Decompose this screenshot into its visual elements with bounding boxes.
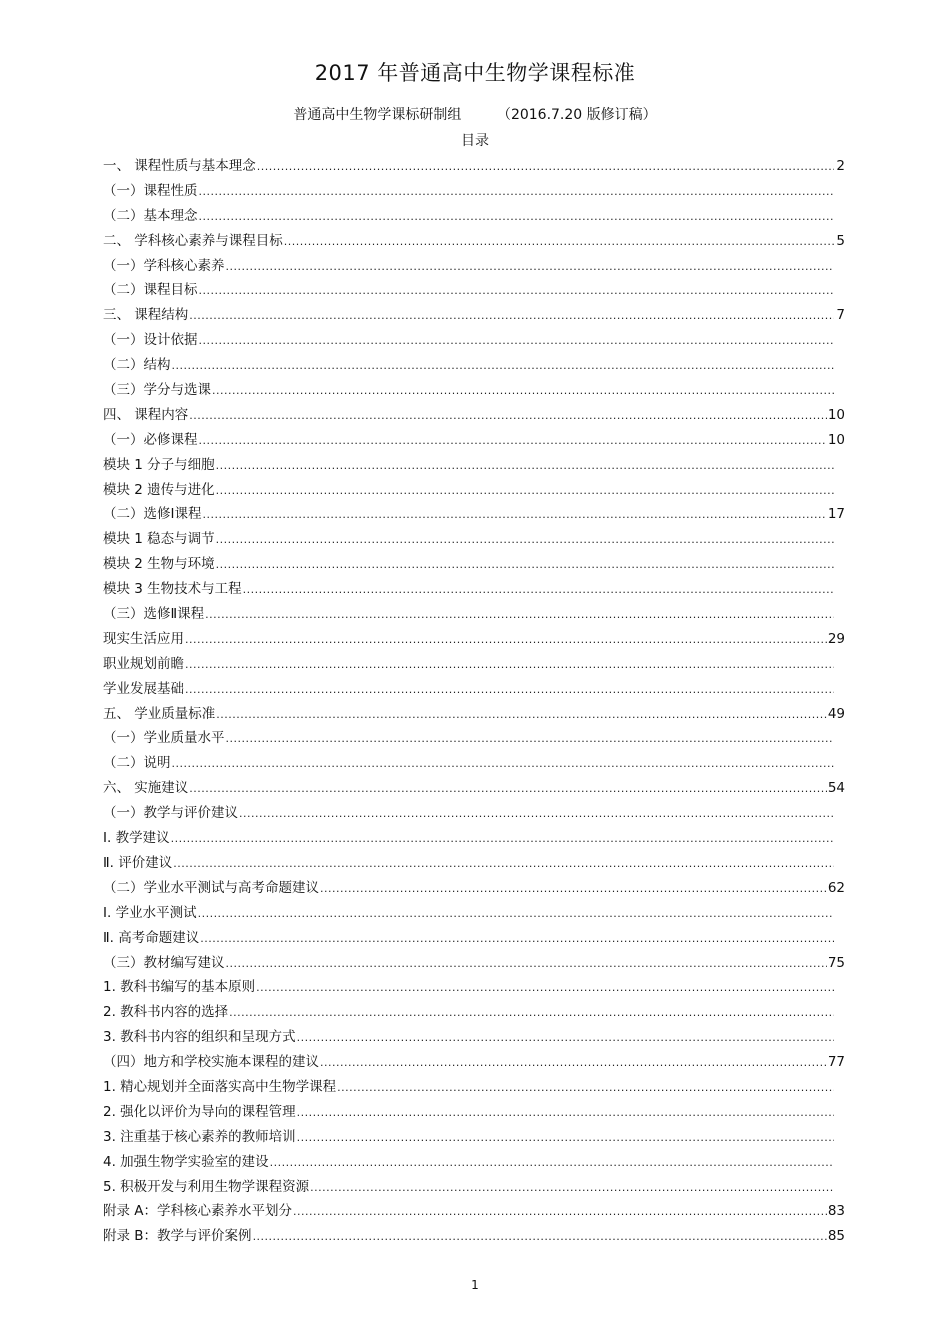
toc-entry[interactable]	[103, 1175, 845, 1200]
toc-entry-label: （二）课程目标	[103, 282, 198, 299]
toc-entry-label: 模块 1 稳态与调节	[103, 531, 215, 548]
toc-dot-leader	[284, 230, 834, 254]
toc-entry[interactable]	[103, 1100, 845, 1125]
toc-entry-label: （一）课程性质	[103, 182, 198, 199]
toc-entry[interactable]	[103, 851, 845, 876]
toc-entry[interactable]	[103, 801, 845, 826]
toc-entry-label: （二）说明	[103, 755, 171, 772]
toc-entry-label: （二）基本理念	[103, 207, 198, 224]
toc-entry-label: （三）学分与选课	[103, 382, 211, 399]
toc-dot-leader	[173, 852, 834, 876]
document-subtitle: 普通高中生物学课标研制组 （2016.7.20 版修订稿）	[293, 107, 657, 123]
toc-entry[interactable]	[103, 428, 845, 453]
toc-entry[interactable]	[103, 901, 845, 926]
toc-dot-leader	[185, 628, 827, 652]
toc-entry-label: （二）选修Ⅰ课程	[103, 506, 202, 523]
toc-entry-label: Ⅱ. 评价建议	[103, 854, 173, 871]
toc-dot-leader	[239, 802, 834, 826]
toc-entry[interactable]	[103, 876, 845, 901]
toc-entry[interactable]	[103, 1150, 845, 1175]
toc-entry-label: 3. 注重基于核心素养的教师培训	[103, 1128, 296, 1145]
toc-entry[interactable]	[103, 951, 845, 976]
toc-entry[interactable]	[103, 702, 845, 727]
toc-entry[interactable]	[103, 403, 845, 428]
toc-entry[interactable]	[103, 527, 845, 552]
toc-entry-label: （三）选修Ⅱ课程	[103, 606, 205, 623]
toc-entry-label: Ⅰ. 教学建议	[103, 830, 170, 847]
toc-entry-label: 附录 B：教学与评价案例	[103, 1228, 252, 1245]
toc-entry-page: 7	[836, 307, 845, 324]
toc-dot-leader	[216, 454, 834, 478]
toc-entry-label: 1. 精心规划并全面落实高中生物学课程	[103, 1078, 337, 1095]
toc-entry[interactable]	[103, 502, 845, 527]
toc-dot-leader	[185, 678, 834, 702]
toc-entry-label: Ⅰ. 学业水平测试	[103, 904, 197, 921]
toc-entry[interactable]	[103, 627, 845, 652]
toc-dot-leader	[199, 180, 835, 204]
toc-entry-label: （一）必修课程	[103, 431, 198, 448]
toc-entry-label: 4. 加强生物学实验室的建设	[103, 1153, 269, 1170]
toc-dot-leader	[189, 404, 827, 428]
toc-dot-leader	[205, 603, 834, 627]
toc-dot-leader	[320, 877, 827, 901]
toc-entry-label: 模块 2 遗传与进化	[103, 481, 215, 498]
toc-entry-label: 学业发展基础	[103, 680, 184, 697]
toc-entry[interactable]	[103, 751, 845, 776]
toc-entry-label: 附录 A：学科核心素养水平划分	[103, 1203, 293, 1220]
document-title: 2017 年普通高中生物学课程标准	[314, 61, 636, 85]
toc-entry-page: 10	[827, 431, 845, 448]
toc-dot-leader	[172, 354, 835, 378]
toc-dot-leader	[229, 1001, 834, 1025]
toc-entry-label: （一）设计依据	[103, 332, 198, 349]
toc-entry-label: 2. 强化以评价为导向的课程管理	[103, 1103, 296, 1120]
toc-entry[interactable]	[103, 926, 845, 951]
toc-entry-label: 一、 课程性质与基本理念	[103, 158, 256, 174]
toc-entry[interactable]	[103, 378, 845, 403]
toc-dot-leader	[320, 1051, 827, 1075]
toc-entry-page: 49	[827, 705, 845, 722]
toc-entry-label: 3. 教科书内容的组织和呈现方式	[103, 1029, 296, 1046]
toc-dot-leader	[200, 927, 834, 951]
toc-dot-leader	[297, 1126, 834, 1150]
toc-entry[interactable]	[103, 453, 845, 478]
toc-entry-label: 模块 2 生物与环境	[103, 556, 215, 573]
toc-entry-page: 62	[827, 879, 845, 896]
toc-entry-label: 二、 学科核心素养与课程目标	[103, 232, 283, 249]
toc-dot-leader	[226, 255, 835, 279]
toc-entry-page: 85	[827, 1228, 845, 1245]
toc-dot-leader	[216, 703, 827, 727]
toc-dot-leader	[310, 1176, 834, 1200]
toc-dot-leader	[189, 304, 834, 328]
toc-entry-label: （一）学业质量水平	[103, 730, 225, 747]
toc-entry-label: 5. 积极开发与利用生物学课程资源	[103, 1178, 310, 1195]
toc-entry-page: 5	[836, 232, 845, 249]
toc-dot-leader	[189, 777, 827, 801]
toc-dot-leader	[293, 1200, 827, 1224]
toc-entry-page: 29	[827, 630, 845, 647]
toc-entry[interactable]	[103, 278, 845, 303]
toc-dot-leader	[198, 902, 834, 926]
toc-entry-page: 2	[836, 158, 845, 174]
toc-entry[interactable]	[103, 652, 845, 677]
toc-dot-leader	[226, 727, 835, 751]
toc-entry[interactable]	[103, 229, 845, 254]
toc-entry-label: （一）教学与评价建议	[103, 805, 238, 822]
toc-entry[interactable]	[103, 478, 845, 503]
toc-dot-leader	[216, 528, 834, 552]
toc-entry-page: 54	[827, 780, 845, 797]
toc-entry-page: 17	[827, 506, 845, 523]
toc-entry-label: （一）学科核心素养	[103, 257, 225, 274]
toc-dot-leader	[270, 1151, 834, 1175]
toc-dot-leader	[226, 952, 827, 976]
toc-dot-leader	[185, 653, 834, 677]
toc-entry-label: 四、 课程内容	[103, 406, 189, 423]
toc-entry-page: 10	[827, 406, 845, 423]
toc-dot-leader	[171, 827, 834, 851]
toc-entry[interactable]	[103, 975, 845, 1000]
toc-entry-label: 三、 课程结构	[103, 307, 189, 324]
toc-dot-leader	[243, 578, 834, 602]
toc-dot-leader	[337, 1076, 834, 1100]
toc-dot-leader	[199, 279, 835, 303]
toc-dot-leader	[199, 205, 835, 229]
toc-dot-leader	[253, 1225, 827, 1249]
toc-entry-label: 1. 教科书编写的基本原则	[103, 979, 256, 996]
toc-dot-leader	[297, 1101, 834, 1125]
toc-entry[interactable]	[103, 204, 845, 229]
toc-dot-leader	[202, 503, 826, 527]
toc-entry[interactable]	[103, 1224, 845, 1249]
toc-entry-label: 现实生活应用	[103, 630, 184, 647]
toc-entry[interactable]	[103, 328, 845, 353]
toc-entry-page: 75	[827, 954, 845, 971]
toc-entry-page: 83	[827, 1203, 845, 1220]
toc-entry[interactable]	[103, 1075, 845, 1100]
toc-entry[interactable]	[103, 1025, 845, 1050]
toc-dot-leader	[199, 329, 835, 353]
table-of-contents	[103, 154, 845, 1249]
toc-entry[interactable]	[103, 677, 845, 702]
toc-entry-label: （四）地方和学校实施本课程的建议	[103, 1054, 319, 1071]
toc-entry-page: 77	[827, 1054, 845, 1071]
toc-entry-label: 五、 学业质量标准	[103, 705, 216, 722]
toc-dot-leader	[199, 429, 827, 453]
toc-entry[interactable]	[103, 577, 845, 602]
toc-entry-label: 职业规划前瞻	[103, 655, 184, 672]
toc-entry-label: 模块 3 生物技术与工程	[103, 581, 242, 598]
toc-dot-leader	[256, 976, 834, 1000]
toc-entry-label: （三）教材编写建议	[103, 954, 225, 971]
toc-entry[interactable]	[103, 154, 845, 179]
toc-entry-label: （二）结构	[103, 357, 171, 374]
toc-entry[interactable]	[103, 303, 845, 328]
toc-entry[interactable]	[103, 776, 845, 801]
toc-entry[interactable]	[103, 552, 845, 577]
toc-entry-label: Ⅱ. 高考命题建议	[103, 929, 200, 946]
toc-entry[interactable]	[103, 353, 845, 378]
toc-entry[interactable]	[103, 179, 845, 204]
toc-entry-label: 模块 1 分子与细胞	[103, 456, 215, 473]
page-number: 1	[471, 1278, 479, 1292]
toc-dot-leader	[297, 1026, 834, 1050]
toc-dot-leader	[216, 479, 834, 503]
toc-entry[interactable]	[103, 726, 845, 751]
toc-dot-leader	[257, 155, 834, 179]
toc-entry[interactable]	[103, 1125, 845, 1150]
toc-dot-leader	[212, 379, 834, 403]
toc-entry-label: （二）学业水平测试与高考命题建议	[103, 879, 319, 896]
toc-entry[interactable]	[103, 1000, 845, 1025]
toc-entry-label: 2. 教科书内容的选择	[103, 1004, 229, 1021]
toc-entry-label: 六、 实施建议	[103, 780, 189, 797]
toc-dot-leader	[216, 553, 834, 577]
toc-entry[interactable]	[103, 1199, 845, 1224]
toc-entry[interactable]	[103, 826, 845, 851]
toc-entry[interactable]	[103, 602, 845, 627]
toc-dot-leader	[172, 752, 835, 776]
toc-heading: 目录	[461, 133, 489, 149]
toc-entry[interactable]	[103, 1050, 845, 1075]
toc-entry[interactable]	[103, 254, 845, 279]
